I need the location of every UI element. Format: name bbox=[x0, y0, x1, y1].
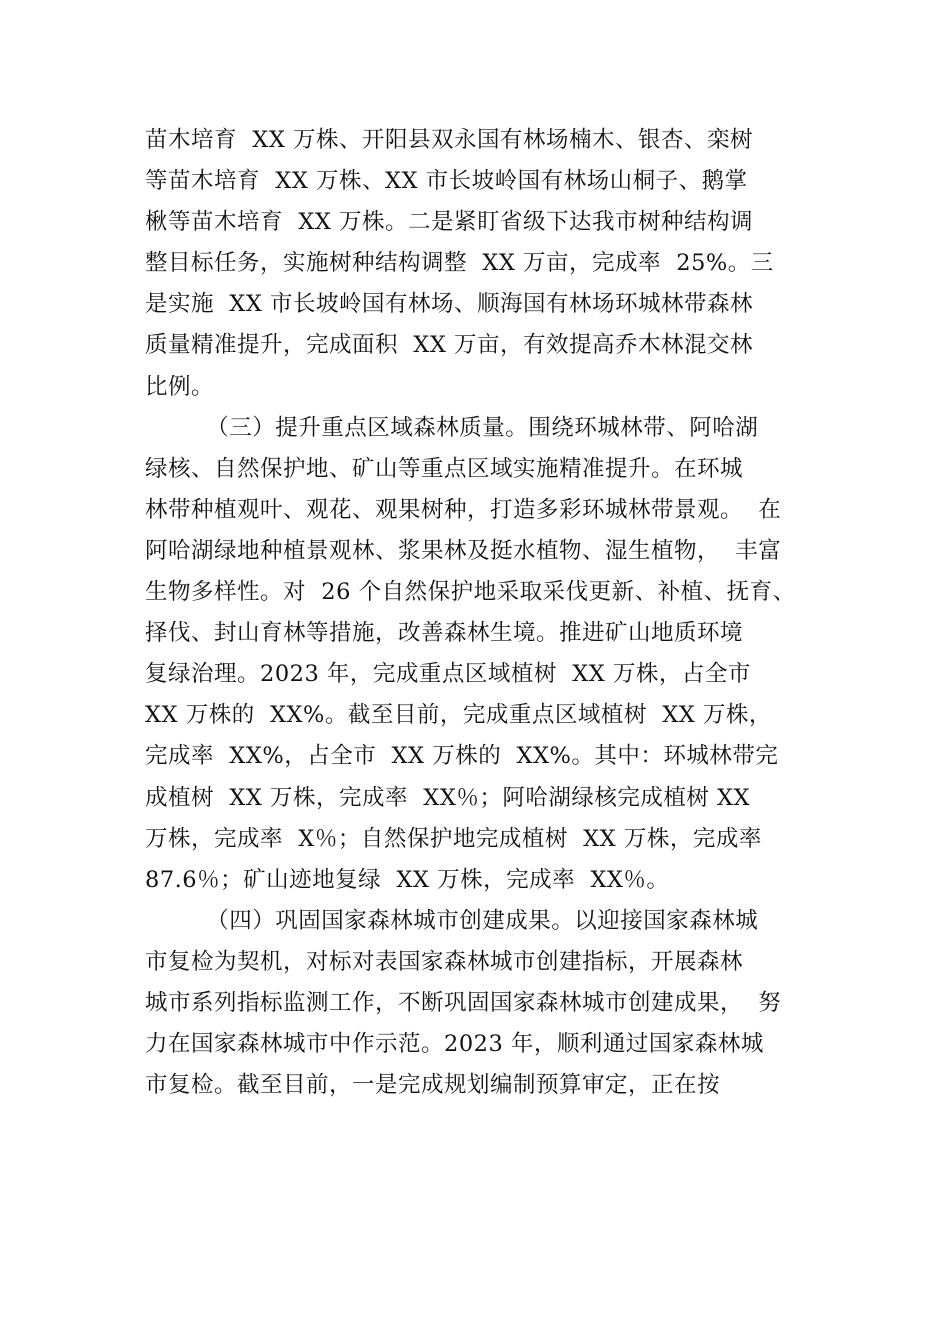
text-line: 城市系列指标监测工作，不断巩固国家森林城市创建成果， 努 bbox=[145, 989, 782, 1016]
text-line: 复绿治理。2023 年，完成重点区域植树 XX 万株，占全市 bbox=[145, 661, 751, 688]
text-line: （四）巩固国家森林城市创建成果。以迎接国家森林城 bbox=[145, 907, 759, 934]
text-line: 市复检为契机，对标对表国家森林城市创建指标，开展森林 bbox=[145, 948, 744, 975]
text-line: XX 万株的 XX%。截至目前，完成重点区域植树 XX 万株， bbox=[145, 702, 772, 729]
text-line: 是实施 XX 市长坡岭国有林场、顺海国有林场环城林带森林 bbox=[145, 291, 753, 318]
text-line: 整目标任务，实施树种结构调整 XX 万亩，完成率 25%。三 bbox=[145, 250, 774, 277]
text-line: 择伐、封山育林等措施，改善森林生境。推进矿山地质环境 bbox=[145, 620, 744, 647]
text-line: 力在国家森林城市中作示范。2023 年，顺利通过国家森林城 bbox=[145, 1031, 764, 1058]
text-line: 阿哈湖绿地种植景观林、浆果林及挺水植物、湿生植物， 丰富 bbox=[145, 537, 782, 564]
text-line: 完成率 XX%，占全市 XX 万株的 XX%。其中：环城林带完 bbox=[145, 743, 779, 770]
text-line: 比例。 bbox=[145, 373, 215, 400]
body-text bbox=[145, 120, 835, 1106]
text-line: 苗木培育 XX 万株、开阳县双永国有林场楠木、银杏、栾树 bbox=[145, 127, 753, 153]
text-line: 万株，完成率 X％；自然保护地完成植树 XX 万株，完成率 bbox=[145, 825, 762, 852]
text-line: 生物多样性。对 26 个自然保护地采取采伐更新、补植、抚育、 bbox=[145, 579, 796, 606]
text-line: 楸等苗木培育 XX 万株。二是紧盯省级下达我市树种结构调 bbox=[145, 209, 753, 236]
text-line: 市复检。截至目前，一是完成规划编制预算审定，正在按 bbox=[145, 1072, 721, 1099]
text-line: 林带种植观叶、观花、观果树种，打造多彩环城林带景观。 在 bbox=[145, 496, 782, 523]
text-line: 绿核、自然保护地、矿山等重点区域实施精准提升。在环城 bbox=[145, 455, 744, 482]
text-line: （三）提升重点区域森林质量。围绕环城林带、阿哈湖 bbox=[145, 414, 759, 441]
text-line: 87.6％；矿山迹地复绿 XX 万株，完成率 XX％。 bbox=[145, 866, 670, 893]
text-line: 质量精准提升，完成面积 XX 万亩，有效提高乔木林混交林 bbox=[145, 332, 753, 359]
text-line: 成植树 XX 万株，完成率 XX％；阿哈湖绿核完成植树 XX bbox=[145, 784, 751, 811]
text-line: 等苗木培育 XX 万株、XX 市长坡岭国有林场山桐子、鹅掌 bbox=[145, 168, 748, 195]
